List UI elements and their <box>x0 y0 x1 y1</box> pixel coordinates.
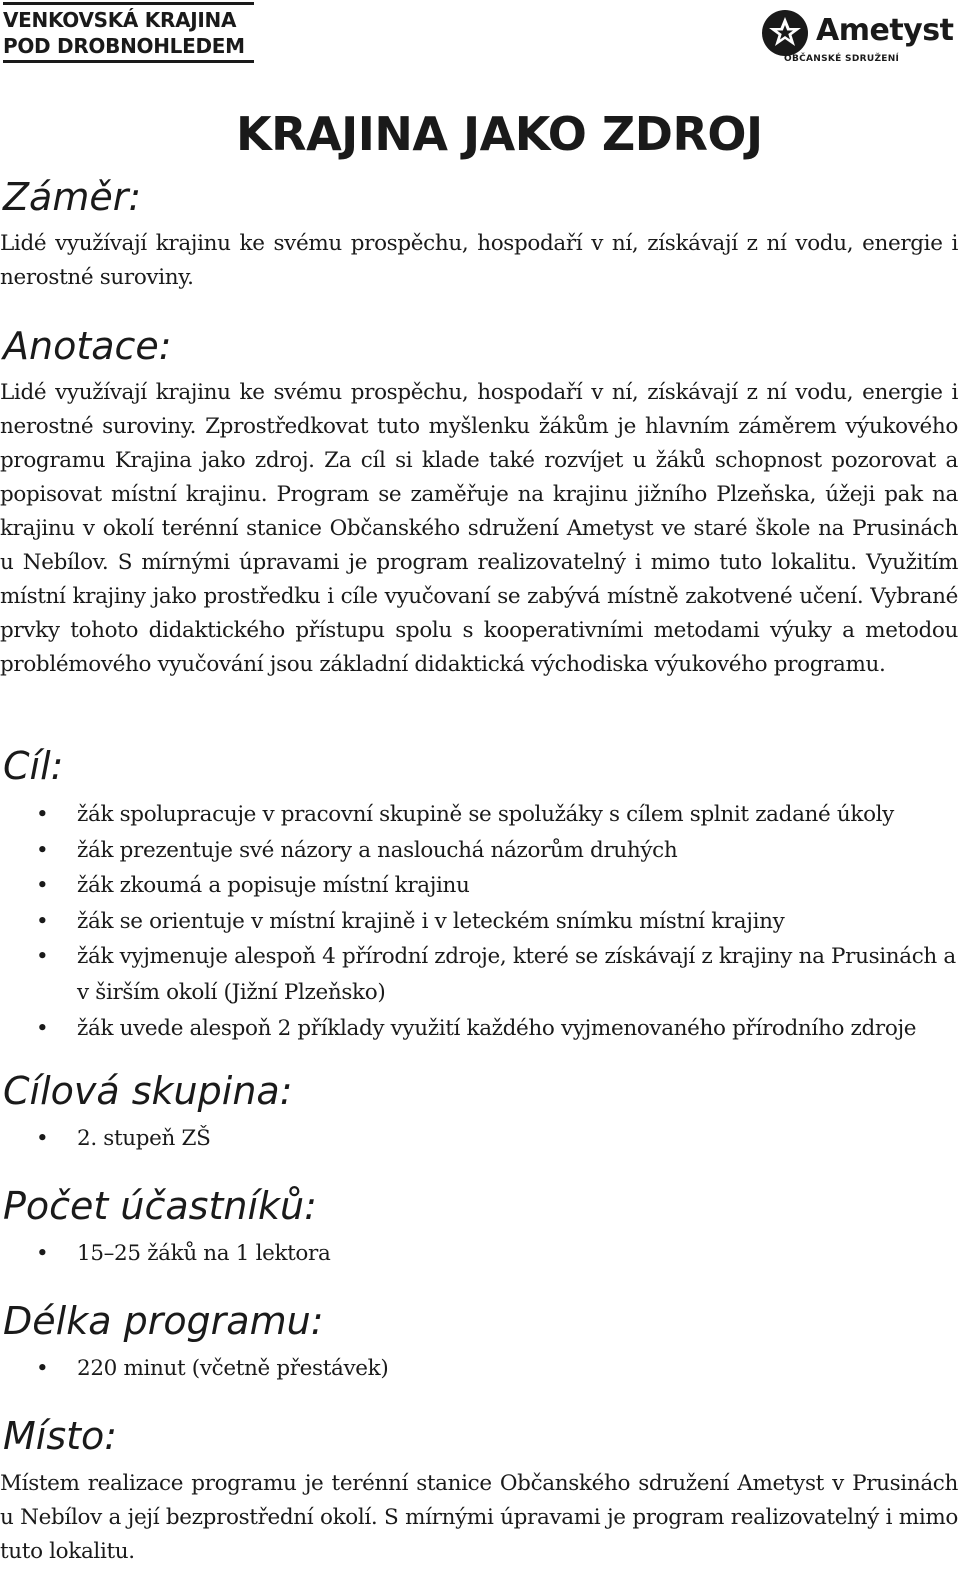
cilova-skupina-list <box>0 1121 960 1157</box>
heading-cil: Cíl: <box>3 744 64 788</box>
list-item: • žák spolupracuje v pracovní skupině se spolužáky s cílem splnit zadané úkoly <box>0 797 960 833</box>
cil-list <box>0 797 960 1046</box>
list-item: • žák vyjmenuje alespoň 4 přírodní zdroje, které se získávají z krajiny na Prusinách a v širším okolí (Jižní Plzeňsko) <box>0 939 960 1010</box>
pocet-list <box>0 1236 960 1272</box>
list-item: • 15–25 žáků na 1 lektora <box>0 1236 960 1272</box>
heading-zamer: Záměr: <box>3 175 142 219</box>
logo <box>760 8 954 68</box>
misto-text: Místem realizace programu je terénní stanice Občanského sdružení Ametyst v Prusinách u Nebílov a její bezprostřední okolí. S mírnými úpravami je program realizovatelný i mimo tuto lokalitu. <box>0 1471 958 1564</box>
star-people-icon <box>760 8 810 58</box>
heading-cilova-skupina: Cílová skupina: <box>3 1069 293 1113</box>
page-title: KRAJINA JAKO ZDROJ <box>236 107 763 161</box>
list-item: • žák se orientuje v místní krajině i v leteckém snímku místní krajiny <box>0 904 960 940</box>
list-item: • žák uvede alespoň 2 příklady využití každého vyjmenovaného přírodního zdroje <box>0 1011 960 1047</box>
series-title <box>3 2 254 63</box>
list-item: • 220 minut (včetně přestávek) <box>0 1351 960 1387</box>
list-item: • 2. stupeň ZŠ <box>0 1121 960 1157</box>
logo-subtitle: OBČANSKÉ SDRUŽENÍ <box>784 54 900 64</box>
series-title-line1: VENKOVSKÁ KRAJINA <box>3 8 237 32</box>
zamer-text: Lidé využívají krajinu ke svému prospěchu, hospodaří v ní, získávají z ní vodu, energie i nerostné suroviny. <box>0 231 958 290</box>
list-item: • žák zkoumá a popisuje místní krajinu <box>0 868 960 904</box>
heading-misto: Místo: <box>3 1414 118 1458</box>
list-item: • žák prezentuje své názory a naslouchá názorům druhých <box>0 833 960 869</box>
series-title-line2: POD DROBNOHLEDEM <box>3 34 245 58</box>
delka-list <box>0 1351 960 1387</box>
anotace-text: Lidé využívají krajinu ke svému prospěchu, hospodaří v ní, získávají z ní vodu, energie i nerostné suroviny. Zprostředkovat tuto myšlenku žákům je hlavním záměrem výukového programu Krajina jako zdroj. Za cíl si klade také rozvíjet u žáků schopnost pozorovat a popisovat místní krajinu. Program se zaměřuje na krajinu jižního Plzeňska, úžeji pak na krajinu v okolí terénní stanice Občanského sdružení Ametyst ve staré škole na Prusinách u Nebílov. S mírnými úpravami je program realizovatelný i mimo tuto lokalitu. Využitím místní krajiny jako prostředku i cíle vyučovaní se zabývá místně zakotvené učení. Vybrané prvky tohoto didaktického přístupu spolu s kooperativními metodami výuky a metodou problémového vyučování jsou základní didaktická východiska výukového programu. <box>0 380 958 677</box>
heading-anotace: Anotace: <box>3 324 172 368</box>
heading-pocet-ucastniku: Počet účastníků: <box>3 1184 317 1228</box>
logo-name: Ametyst <box>816 13 954 48</box>
heading-delka-programu: Délka programu: <box>3 1299 324 1343</box>
